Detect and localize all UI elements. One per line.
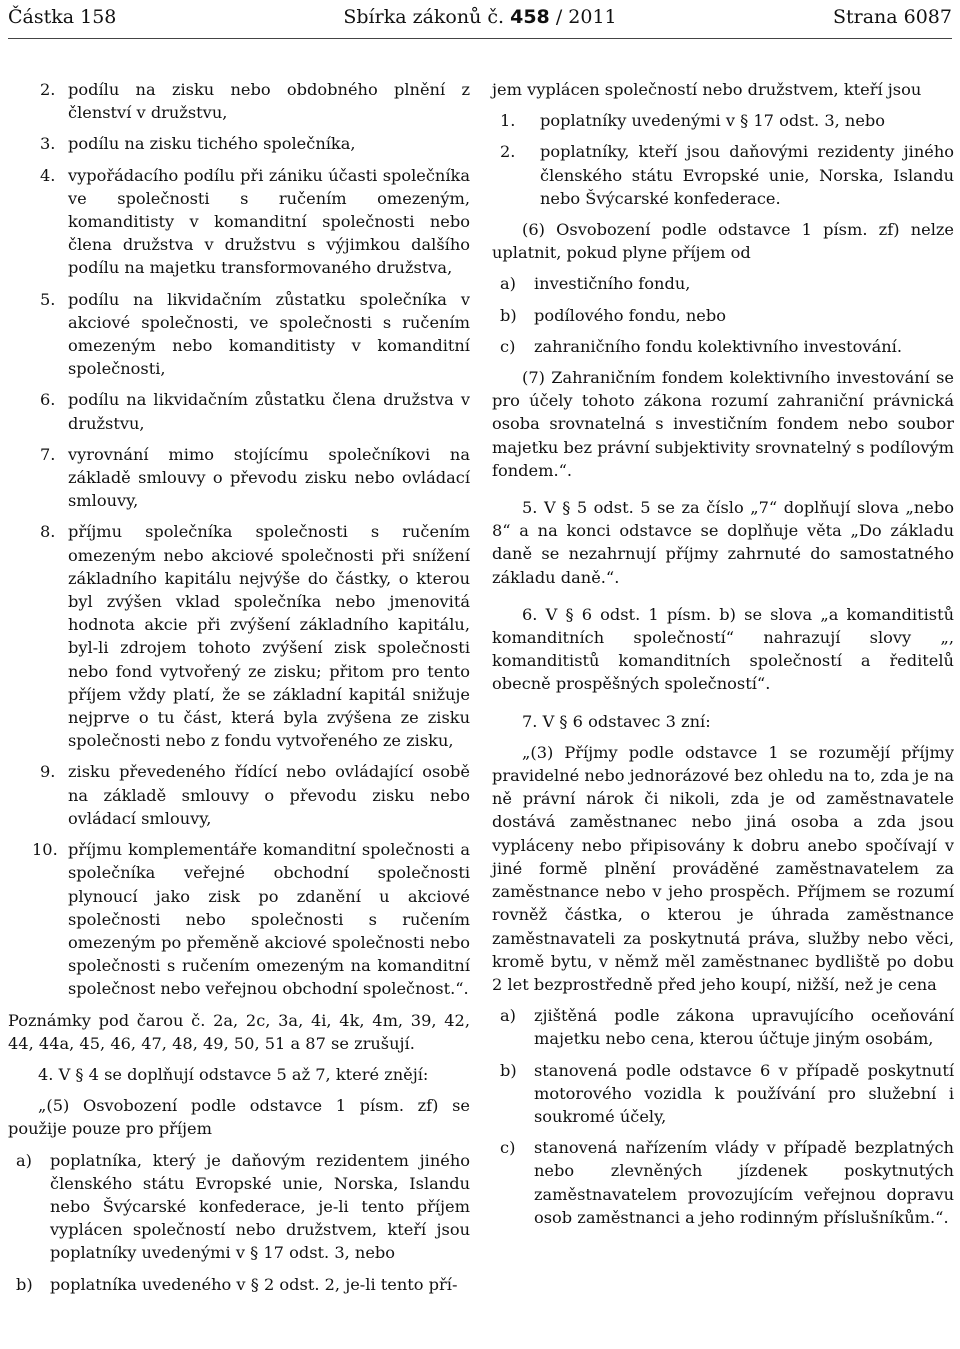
list-item [492, 304, 954, 327]
list-item [8, 388, 470, 434]
list-item-text: stanovená podle odstavce 6 v případě poskytnutí motorového vozidla k používání pro služební i soukromé účely, [534, 1060, 954, 1126]
list-item [492, 272, 954, 295]
list-item [8, 288, 470, 381]
header-page-number: Strana 6087 [832, 6, 952, 28]
list-item-number: 6. [40, 390, 56, 410]
list-item-text: vyrovnání mimo stojícímu společníkovi na základě smlouvy o převodu zisku nebo ovládací smlouvy, [68, 444, 470, 511]
list-item-number: 2. [40, 80, 56, 99]
list-item-text: podílu na likvidačním zůstatku společníka v akciové společnosti, ve společnosti s ručením omezeným nebo komanditisty v komanditní společnosti, [68, 289, 470, 379]
list-item-number: 2. [500, 142, 516, 162]
header-collection-prefix: Sbírka zákonů č. [343, 6, 505, 28]
list-item-text: poplatníky uvedenými v § 17 odst. 3, nebo [540, 111, 886, 131]
header-rule [8, 38, 952, 39]
paragraph-7: (7) Zahraničním fondem kolektivního investování se pro účely tohoto zákona rozumí zahraniční právnická osoba srovnatelná s investičním fondem nebo soubor majetku bez právní subjektivity srovnatelný s podílovým fondem.“. [492, 368, 954, 480]
list-item [8, 164, 470, 280]
list-item-text: zahraničního fondu kolektivního investování. [534, 336, 902, 356]
list-item [8, 838, 470, 1000]
header-collection-number: 458 [510, 6, 550, 28]
list-item-text: poplatníka uvedeného v § 2 odst. 2, je-li tento pří- [50, 1274, 458, 1294]
list-item-letter: b) [500, 305, 517, 325]
list-item-text: poplatníka, který je daňovým rezidentem jiného členského státu Evropské unie, Norska, Islandu nebo Švýcarské konfederace, je-li tento příjem vyplácen společností nebo družstvem, kteří jsou poplatníky uvedenými v § 17 odst. 3, nebo [50, 1150, 470, 1263]
header-part: Částka 158 [8, 6, 117, 28]
paragraph-3: „(3) Příjmy podle odstavce 1 se rozumějí příjmy pravidelné nebo jednorázové bez ohledu na to, zda je na ně právní nárok či nikoli, zda je od zaměstnavatele dostává zaměstnanec nebo jiná osoba a zda jsou vypláceny nebo připisovány k dobru anebo spočívají v jiné formě plnění prováděné zaměstnavatelem za zaměstnance nebo v jeho prospěch. Příjmem se rozumí rovněž částka, o kterou je úhrada zaměstnance zaměstnavateli za poskytnutá práva, služby nebo věci, kromě bytu, v němž měl zaměstnanec bydliště po dobu 2 let bezprostředně před jeho koupí, nižší, než je cena [492, 742, 955, 994]
list-item-letter: a) [500, 274, 516, 294]
list-item-text: příjmu společníka společnosti s ručením omezeným nebo akciové společnosti při snížení základního kapitálu nejvýše do částky, o kterou byl zvýšen vklad společníka nebo jmenovitá hodnota akcie při zvýšení základního kapitálu, byl-li zdrojem tohoto zvýšení zisk společnosti nebo fond vytvořený ze zisku; přitom pro tento příjem vždy platí, že se základní kapitál snižuje nejprve o tu část, která byla zvýšena ze zisku společnosti nebo z fondu vytvořeného ze zisku, [68, 522, 470, 751]
amendment-point-6: 6. V § 6 odst. 1 písm. b) se slova „a komanditistů komanditních společností“ nahrazují slovy „, komanditistů komanditních společností a ředitelů obecně prospěšných společností“. [492, 604, 954, 694]
list-item-text: podílu na zisku nebo obdobného plnění z členství v družstvu, [68, 80, 470, 123]
paragraph-6: (6) Osvobození podle odstavce 1 písm. zf) nelze uplatnit, pokud plyne příjem od [492, 220, 954, 263]
list-item [8, 1273, 470, 1296]
list-item-number: 3. [40, 134, 56, 154]
list-item-text: zjištěná podle zákona upravujícího oceňování majetku nebo cena, kterou účtuje jiným osobám, [534, 1006, 954, 1049]
list-item-number: 5. [40, 289, 56, 309]
list-item [492, 140, 954, 210]
footnote-repeal-note: Poznámky pod čarou č. 2a, 2c, 3a, 4i, 4k, 4m, 39, 42, 44, 44a, 45, 46, 47, 48, 49, 50, 51 a 87 se zrušují. [8, 1010, 470, 1053]
list-item [8, 132, 470, 155]
list-item-text: podílu na zisku tichého společníka, [68, 134, 356, 154]
list-item-letter: b) [16, 1274, 33, 1294]
list-item-number: 8. [40, 522, 56, 542]
list-item-letter: c) [500, 1138, 516, 1158]
list-item-text: podílu na likvidačním zůstatku člena družstva v družstvu, [68, 390, 470, 433]
amendment-point-7: 7. V § 6 odstavec 3 zní: [522, 711, 711, 731]
list-item-letter: a) [16, 1150, 32, 1170]
header-collection-suffix: / 2011 [555, 6, 617, 28]
paragraph-5: „(5) Osvobození podle odstavce 1 písm. zf) se použije pouze pro příjem [8, 1096, 470, 1139]
list-item-text: příjmu komplementáře komanditní společnosti a společníka veřejné obchodní společnosti plynoucí jako zisk po zdanění u akciové společnosti nebo společnosti s ručením omezeným po přeměně akciové společnosti nebo společnosti s ručením omezeným na komanditní společnost nebo veřejnou obchodní společnost.“. [68, 840, 470, 999]
list-item-number: 1. [500, 111, 516, 131]
list-item-text: stanovená nařízením vlády v případě bezplatných nebo zlevněných jízdenek poskytnutých zaměstnavatelem provozujícím veřejnou dopravu osob zaměstnanci a jeho rodinným příslušníkům.“. [534, 1138, 954, 1227]
list-item-letter: b) [500, 1060, 517, 1080]
list-item [8, 760, 470, 830]
list-item [492, 109, 954, 132]
list-item-letter: a) [500, 1006, 516, 1026]
left-column [8, 78, 470, 1304]
list-item-text: podílového fondu, nebo [534, 305, 726, 325]
list-item-text: zisku převedeného řídící nebo ovládající osobě na základě smlouvy o převodu zisku nebo ovládací smlouvy, [68, 762, 470, 828]
list-item [8, 443, 470, 513]
list-item [8, 520, 470, 752]
list-item-text: investičního fondu, [534, 274, 691, 294]
list-item-number: 7. [40, 444, 56, 464]
list-item-number: 9. [40, 762, 56, 782]
list-item-text: vypořádacího podílu při zániku účasti společníka ve společnosti s ručením omezeným, komanditisty v komanditní společnosti nebo člena družstva v družstvu s výjimkou dalšího podílu na majetku transformovaného družstva, [68, 165, 470, 278]
right-column [492, 78, 954, 1237]
list-item-text: poplatníky, kteří jsou daňovými rezidenty jiného členského státu Evropské unie, Norska, Islandu nebo Švýcarské konfederace. [540, 142, 954, 208]
list-item [492, 1004, 954, 1050]
list-item-number: 4. [40, 165, 56, 185]
list-item [8, 1149, 470, 1265]
list-item-letter: c) [500, 336, 516, 356]
list-item-number: 10. [32, 840, 58, 860]
continued-text: jem vyplácen společností nebo družstvem, kteří jsou [492, 80, 922, 99]
list-item [8, 78, 470, 124]
page-header [8, 6, 952, 36]
header-collection [8, 6, 952, 28]
amendment-point-5: 5. V § 5 odst. 5 se za číslo „7“ doplňují slova „nebo 8“ a na konci odstavce se doplňuje věta „Do základu daně se nezahrnují příjmy zahrnuté do samostatného základu daně.“. [492, 498, 954, 587]
amendment-point-4: 4. V § 4 se doplňují odstavce 5 až 7, které znějí: [38, 1064, 429, 1084]
list-item [492, 335, 954, 358]
list-item [492, 1059, 954, 1129]
list-item [492, 1136, 954, 1229]
